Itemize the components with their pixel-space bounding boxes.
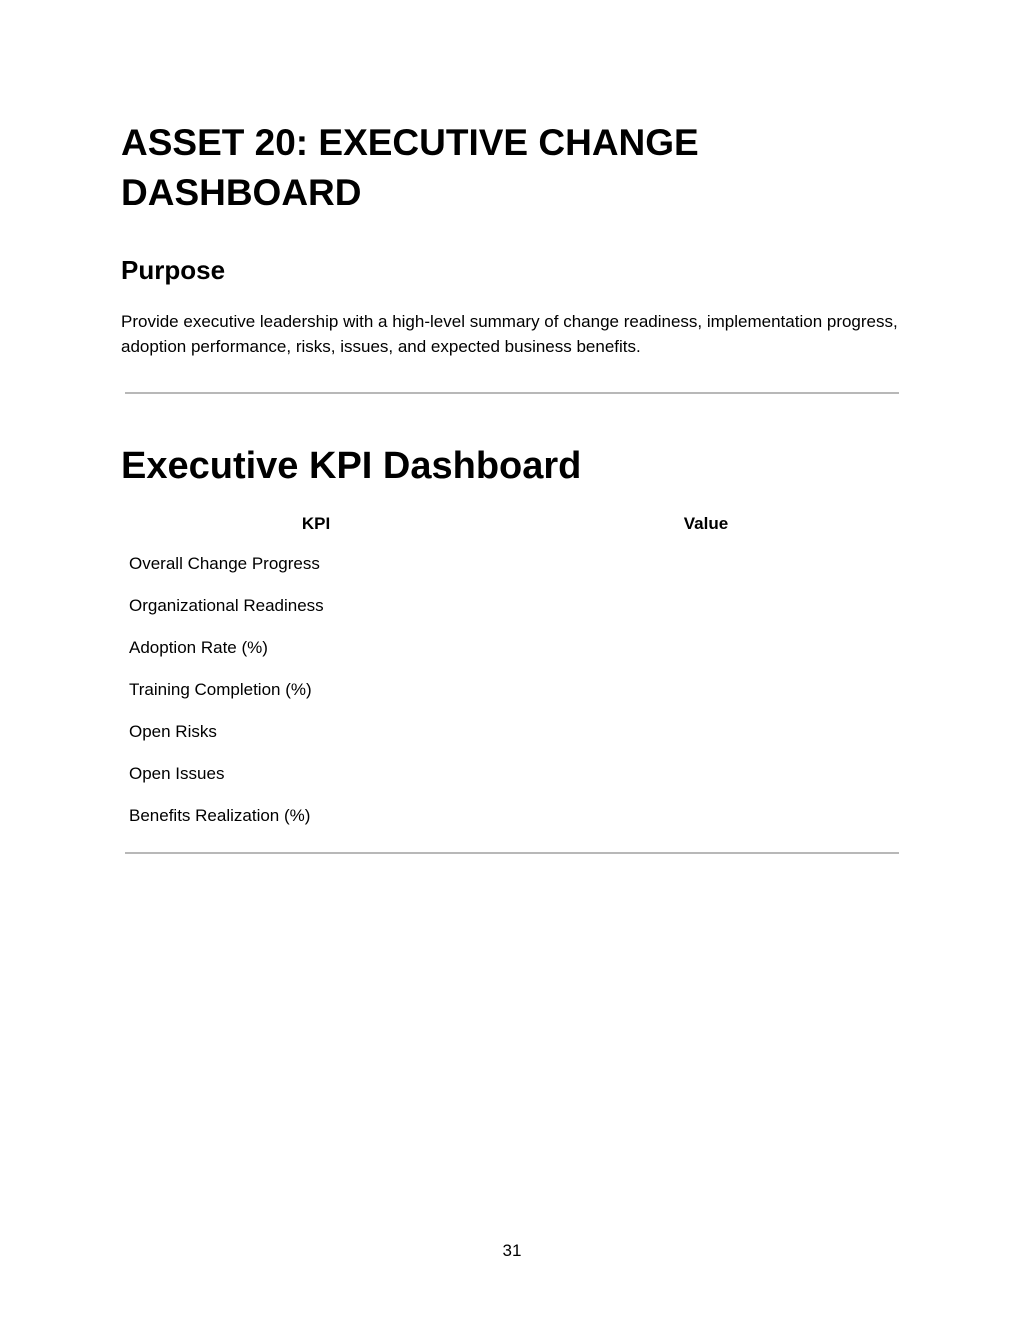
table-row — [121, 669, 901, 711]
kpi-cell: Adoption Rate (%) — [129, 638, 268, 657]
kpi-table-header-row — [121, 505, 901, 543]
value-column-header: Value — [683, 514, 729, 533]
kpi-cell: Overall Change Progress — [129, 554, 320, 573]
kpi-table — [121, 505, 901, 837]
kpi-cell: Training Completion (%) — [129, 680, 312, 699]
value-cell — [511, 669, 901, 711]
table-row — [121, 543, 901, 585]
table-row — [121, 627, 901, 669]
kpi-cell: Benefits Realization (%) — [129, 806, 311, 825]
table-row — [121, 795, 901, 837]
table-row — [121, 585, 901, 627]
page-number: 31 — [502, 1241, 522, 1260]
table-row — [121, 711, 901, 753]
purpose-heading: Purpose — [121, 255, 226, 285]
value-cell — [511, 753, 901, 795]
kpi-cell: Organizational Readiness — [129, 596, 324, 615]
kpi-cell: Open Issues — [129, 764, 225, 783]
kpi-cell: Open Risks — [129, 722, 217, 741]
value-cell — [511, 543, 901, 585]
kpi-column-header: KPI — [301, 514, 331, 533]
dashboard-heading: Executive KPI Dashboard — [121, 445, 582, 487]
value-cell — [511, 627, 901, 669]
page-title: ASSET 20: EXECUTIVE CHANGE DASHBOARD — [121, 122, 699, 213]
divider-top — [125, 392, 899, 394]
purpose-text: Provide executive leadership with a high-level summary of change readiness, implementation progress, adoption performance, risks, issues, and expected business benefits. — [121, 312, 898, 356]
table-row — [121, 753, 901, 795]
value-cell — [511, 711, 901, 753]
divider-bottom — [125, 852, 899, 854]
value-cell — [511, 795, 901, 837]
value-cell — [511, 585, 901, 627]
